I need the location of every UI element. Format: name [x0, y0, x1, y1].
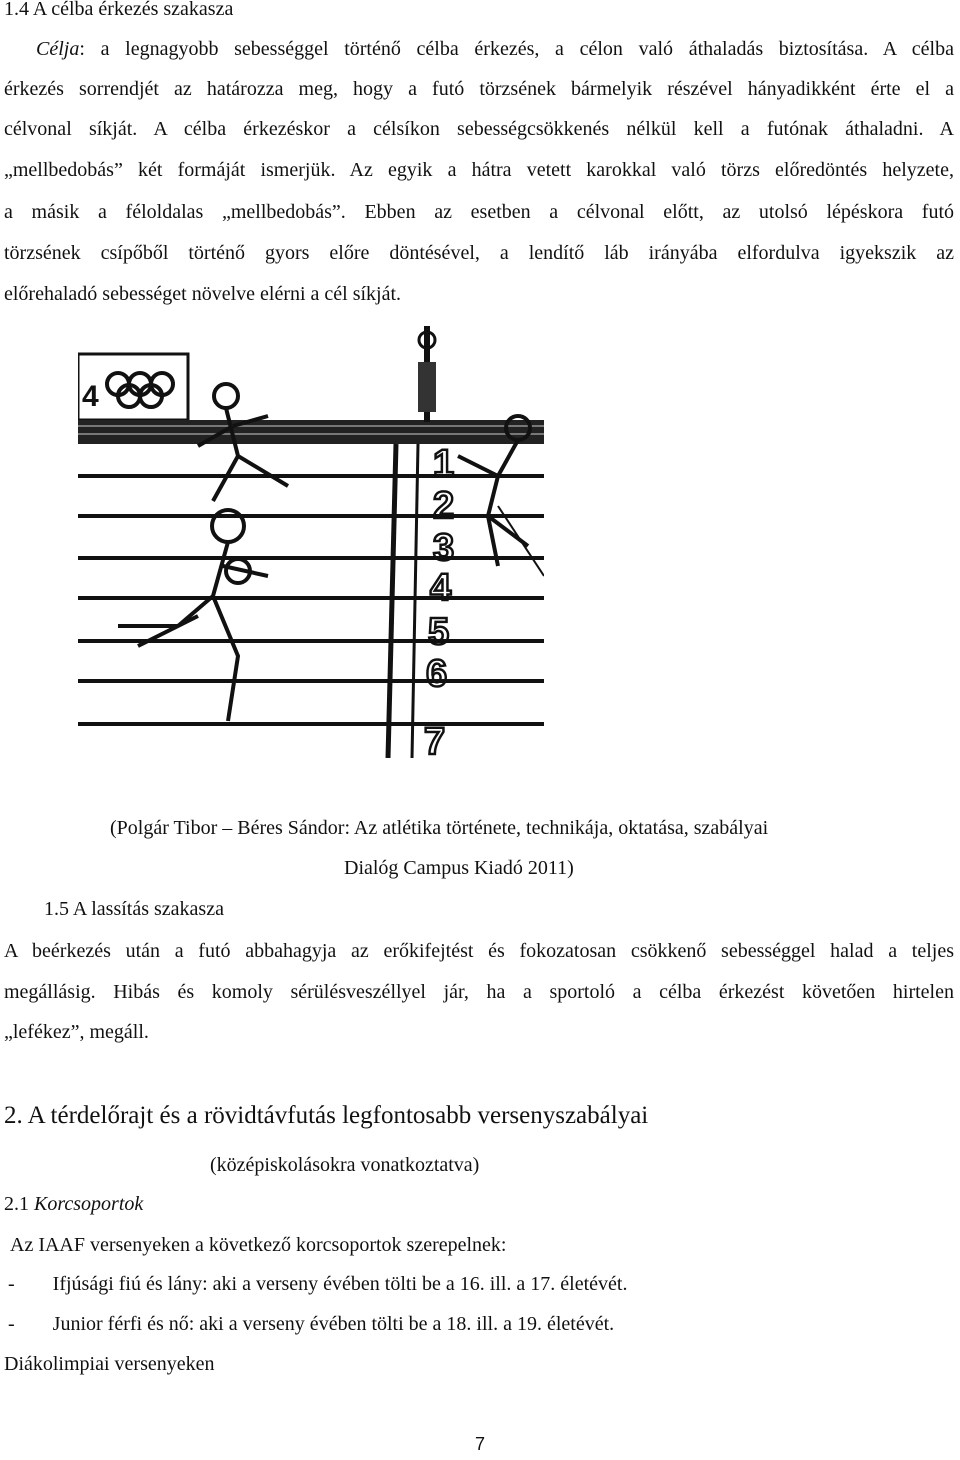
list-item-text: Junior férfi és nő: aki a verseny évében tölti be a 18. ill. a 19. életévét.	[52, 1313, 615, 1335]
paragraph-line: Diákolimpiai versenyeken	[4, 1353, 215, 1375]
page-number: 7	[474, 1434, 485, 1454]
paragraph-line: „mellbedobás” két formáját ismerjük. Az egyik a hátra vetett karokkal való törzs előredöntés helyzete,	[4, 159, 954, 181]
section-1-5-heading: 1.5 A lassítás szakasza	[44, 898, 224, 920]
paragraph-line: érkezés sorrendjét az határozza meg, hogy a futó törzsének bármelyik részével hányadikként érte el a	[4, 78, 954, 100]
list-item-text: Ifjúsági fiú és lány: aki a verseny évében tölti be a 16. ill. a 17. életévét.	[52, 1273, 628, 1295]
section-2-1-heading	[4, 1193, 143, 1216]
finish-line-drawing	[78, 326, 544, 758]
track-lanes	[78, 476, 544, 724]
section-1-4-heading: 1.4 A célba érkezés szakasza	[4, 0, 234, 20]
lane-number: 3	[433, 527, 455, 569]
paragraph-line: a másik a féloldalas „mellbedobás”. Ebben az esetben a célvonal előtt, az utolsó lépéskora futó	[4, 201, 954, 223]
paragraph-line: előrehaladó sebességet növelve elérni a cél síkját.	[4, 283, 402, 305]
paragraph-line: A beérkezés után a futó abbahagyja az erőkifejtést és fokozatosan csökkenő sebességgel halad a teljes	[4, 940, 954, 962]
paragraph-lead-italic: Célja	[36, 38, 80, 60]
section-2-subheading: (középiskolásokra vonatkoztatva)	[210, 1154, 480, 1176]
lane-number: 6	[426, 653, 448, 695]
lane-number: 2	[433, 485, 455, 527]
list-dash: -	[8, 1313, 15, 1335]
paragraph-line: törzsének csípőből történő gyors előre döntésével, a lendítő láb irányába elfordulva igyekszik az	[4, 242, 954, 264]
figure-caption-publisher: Dialóg Campus Kiadó 2011)	[344, 857, 574, 879]
svg-text:4: 4	[82, 380, 99, 413]
section-title-italic: Korcsoportok	[34, 1193, 144, 1215]
finish-line-figure	[78, 326, 544, 758]
age-groups-intro: Az IAAF versenyeken a következő korcsoportok szerepelnek:	[10, 1234, 507, 1256]
list-item	[8, 1313, 614, 1336]
lane-number: 7	[424, 721, 446, 758]
paragraph-line: célvonal síkját. A célba érkezéskor a célsíkon sebességcsökkenés nélkül kell a futónak áthaladni. A	[4, 118, 954, 140]
section-number: 2.1	[4, 1193, 34, 1215]
paragraph-line: megállásig. Hibás és komoly sérülésveszéllyel jár, ha a sportoló a célba érkezést követően hirtelen	[4, 981, 954, 1003]
paragraph-line-rest: : a legnagyobb sebességgel történő célba érkezés, a célon való áthaladás biztosítása. A célba	[79, 38, 954, 60]
lane-number: 4	[430, 567, 452, 609]
figure-caption: (Polgár Tibor – Béres Sándor: Az atlétika története, technikája, oktatása, szabályai	[110, 817, 769, 839]
paragraph-line	[4, 38, 954, 61]
list-item	[8, 1273, 627, 1296]
list-dash: -	[8, 1273, 15, 1295]
lane-number: 1	[433, 443, 455, 485]
lane-number: 5	[428, 611, 450, 653]
section-2-heading: 2. A térdelőrajt és a rövidtávfutás legfontosabb versenyszabályai	[4, 1102, 649, 1129]
paragraph-line: „lefékez”, megáll.	[4, 1021, 149, 1043]
